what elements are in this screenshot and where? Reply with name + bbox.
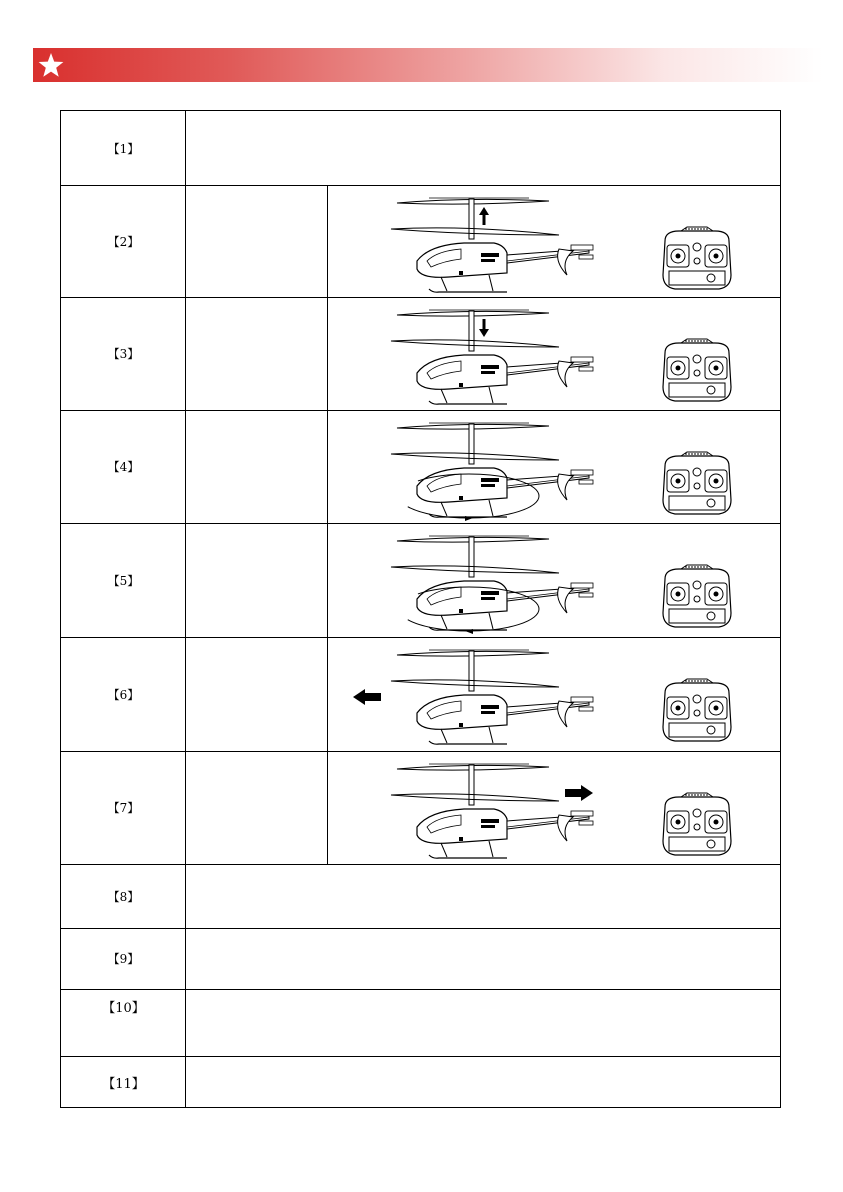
row-label: 【10】 <box>102 1000 145 1016</box>
instruction-illustration <box>329 525 779 635</box>
helicopter-icon <box>391 310 593 404</box>
row-label: 【6】 <box>107 687 140 702</box>
description-column-divider <box>327 185 328 864</box>
row-label: 【4】 <box>107 460 140 474</box>
arrow-right-icon <box>565 785 593 801</box>
remote-controller-icon <box>663 227 731 289</box>
arrow-left-icon <box>353 689 381 705</box>
remote-controller-icon <box>663 793 731 855</box>
helicopter-icon <box>391 198 593 292</box>
remote-controller-icon <box>663 565 731 627</box>
instruction-illustration <box>329 639 779 749</box>
instruction-illustration <box>329 187 779 297</box>
row-label: 【5】 <box>107 573 140 588</box>
instruction-table <box>60 110 781 1108</box>
helicopter-icon <box>391 536 593 630</box>
remote-controller-icon <box>663 339 731 401</box>
star-icon <box>37 51 65 79</box>
row-label: 【8】 <box>107 889 140 904</box>
row-label: 【1】 <box>107 141 140 156</box>
row-label: 【9】 <box>107 952 140 966</box>
row-label: 【2】 <box>107 234 140 249</box>
remote-controller-icon <box>663 452 731 514</box>
arrow-down-icon <box>479 319 489 337</box>
row-label: 【3】 <box>107 347 140 361</box>
helicopter-icon <box>391 650 593 744</box>
helicopter-icon <box>391 423 593 517</box>
row-label: 【7】 <box>107 801 140 815</box>
instruction-illustration <box>329 299 779 409</box>
instruction-illustration <box>329 412 779 522</box>
helicopter-icon <box>391 764 593 858</box>
arrow-up-icon <box>479 207 489 225</box>
section-banner <box>33 48 823 82</box>
remote-controller-icon <box>663 679 731 741</box>
row-label: 【11】 <box>102 1076 145 1092</box>
row-divider <box>185 1056 780 1057</box>
instruction-illustration <box>329 753 779 863</box>
